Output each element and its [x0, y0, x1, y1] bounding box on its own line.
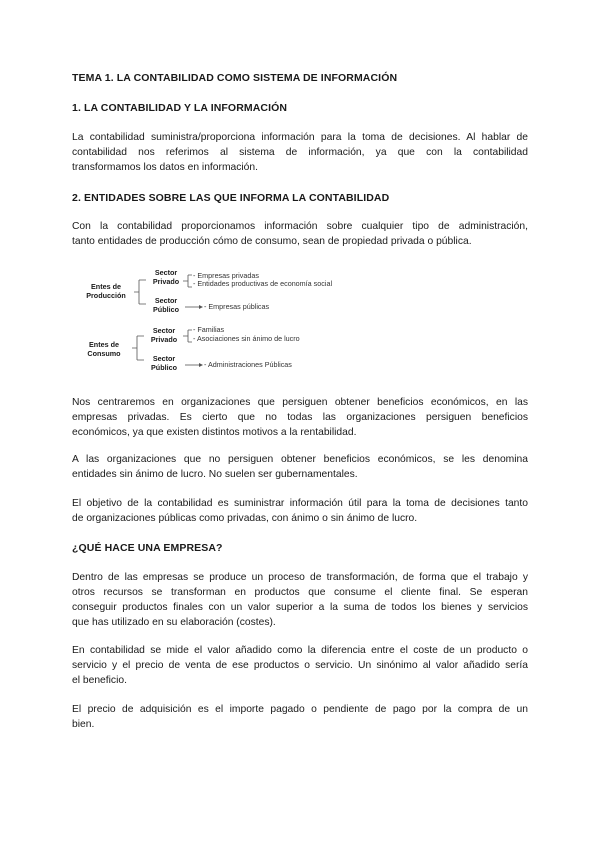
entes-produccion-label — [78, 282, 134, 300]
text-line: El precio de adquisición es el importe pagado o pendiente de pago por la compra de un — [72, 704, 528, 715]
sector-privado-label — [146, 268, 186, 286]
section-3-paragraph-2 — [72, 643, 528, 688]
text-line: Dentro de las empresas se produce un proceso de transformación, de forma que el trabajo y — [72, 572, 528, 583]
text-line: La contabilidad suministra/proporciona información para la toma de decisiones. Al hablar de — [72, 132, 528, 143]
section-3-paragraph-3 — [72, 702, 528, 732]
section-1-paragraph — [72, 130, 528, 175]
text-line: En contabilidad se mide el valor añadido como la diferencia entre el coste de un producto o — [72, 645, 528, 656]
text-line: A las organizaciones que no persiguen obtener beneficios económicos, se les denomina — [72, 454, 528, 465]
text-line: empresas privadas. Es cierto que no todas las organizaciones persiguen beneficios — [72, 412, 528, 423]
text-line: contabilidad nos referimos al sistema de información, ya que con la contabilidad — [72, 147, 528, 158]
label-line: Sector — [154, 268, 178, 277]
paragraph-a — [72, 395, 528, 440]
label-line: Sector — [152, 326, 176, 335]
paragraph-b — [72, 452, 528, 482]
sector-privado-label — [144, 326, 184, 344]
text-line: otros recursos se transforman en productos que consume el cliente final. Se esperan — [72, 587, 528, 598]
text-line: el beneficio. — [72, 675, 127, 686]
text-line: Con la contabilidad proporcionamos información sobre cualquier tipo de administración, — [72, 221, 528, 232]
text-line: transformamos los datos en información. — [72, 162, 258, 173]
entes-consumo-label — [76, 340, 132, 358]
text-line: El objetivo de la contabilidad es suministrar información útil para la toma de decisiones tanto — [72, 498, 528, 509]
diagram-item: - Entidades productivas de economía social — [193, 279, 333, 288]
text-line: bien. — [72, 719, 95, 730]
sector-publico-label — [146, 296, 186, 314]
diagram-item: - Familias — [193, 325, 225, 334]
section-1-heading: 1. LA CONTABILIDAD Y LA INFORMACIÓN — [72, 102, 288, 114]
text-line: tanto entidades de producción cómo de consumo, sean de propiedad privada o pública. — [72, 236, 472, 247]
label-line: Sector — [154, 296, 178, 305]
diagram-item: - Empresas privadas — [193, 271, 259, 280]
label-line: Público — [151, 363, 177, 372]
text-line: Nos centraremos en organizaciones que persiguen obtener beneficios económicos, en las — [72, 397, 528, 408]
document-title: TEMA 1. LA CONTABILIDAD COMO SISTEMA DE INFORMACIÓN — [72, 72, 398, 84]
text-line: conseguir productos finales con un valor superior a la suma de todos los bienes y servicios — [72, 602, 528, 613]
diagram-item: - Administraciones Públicas — [204, 360, 292, 369]
entities-diagram — [72, 268, 372, 376]
text-line: de organizaciones públicas como privadas, con ánimo o sin ánimo de lucro. — [72, 513, 418, 524]
text-line: que has utilizado en su elaboración (costes). — [72, 617, 276, 628]
label-line: Privado — [150, 335, 178, 344]
section-3-paragraph-1 — [72, 570, 528, 630]
text-line: entidades sin ánimo de lucro. No suelen ser gubernamentales. — [72, 469, 358, 480]
paragraph-c — [72, 496, 528, 526]
label-line: Entes de — [89, 340, 119, 349]
diagram-item: - Asociaciones sin ánimo de lucro — [193, 334, 300, 343]
diagram-item: - Empresas públicas — [204, 302, 270, 311]
section-2-paragraph — [72, 219, 528, 249]
label-line: Público — [153, 305, 179, 314]
section-3-heading: ¿QUÉ HACE UNA EMPRESA? — [72, 542, 223, 554]
text-line: económicos, ya que existen distintos motivos a la rentabilidad. — [72, 427, 357, 438]
label-line: Sector — [152, 354, 176, 363]
section-2-heading: 2. ENTIDADES SOBRE LAS QUE INFORMA LA CONTABILIDAD — [72, 192, 390, 204]
label-line: Entes de — [91, 282, 121, 291]
label-line: Consumo — [87, 349, 121, 358]
sector-publico-label — [144, 354, 184, 372]
label-line: Privado — [152, 277, 180, 286]
text-line: servicio y el precio de venta de ese productos o servicio. Un sinónimo al valor añadido sería — [72, 660, 528, 671]
label-line: Producción — [86, 291, 126, 300]
